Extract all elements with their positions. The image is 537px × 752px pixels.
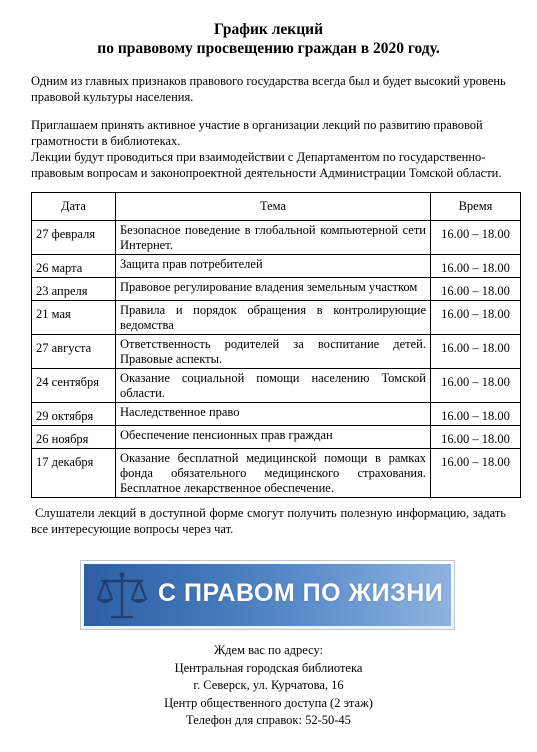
table-row: [32, 301, 521, 335]
table-row: [32, 403, 521, 426]
address-line: Центр общественного доступа (2 этаж): [164, 695, 373, 710]
lecture-schedule-table: [31, 192, 521, 498]
closing-paragraph: Слушатели лекций в доступной форме смогут получить полезную информацию, задать все интересующие вопросы через чат.: [31, 506, 506, 536]
intro-paragraph-2: Приглашаем принять активное участие в организации лекций по развитию правовой грамотности в библиотеках.: [31, 118, 483, 148]
row-date: 23 апреля: [32, 278, 116, 301]
row-time: 16.00 – 18.00: [431, 403, 521, 426]
row-topic: Безопасное поведение в глобальной компьютерной сети Интернет.: [116, 221, 431, 255]
table-header-row: [32, 193, 521, 221]
row-topic: Ответственность родителей за воспитание детей. Правовые аспекты.: [116, 335, 431, 369]
intro-paragraph-1: Одним из главных признаков правового государства всегда был и будет высокий уровень правовой культуры населения.: [31, 74, 506, 104]
row-date: 17 декабря: [32, 449, 116, 498]
header-date: Дата: [32, 193, 116, 221]
row-time: 16.00 – 18.00: [431, 449, 521, 498]
table-row: [32, 278, 521, 301]
table-row: [32, 449, 521, 498]
title-line-2: по правовому просвещению граждан в 2020 году.: [97, 40, 440, 57]
table-row: [32, 369, 521, 403]
row-date: 27 августа: [32, 335, 116, 369]
scales-of-justice-icon: [93, 569, 151, 623]
row-date: 21 мая: [32, 301, 116, 335]
row-topic: Оказание бесплатной медицинской помощи в рамках фонда обязательного медицинского страхования. Бесплатное лекарственное обеспечение.: [116, 449, 431, 498]
row-date: 26 ноября: [32, 426, 116, 449]
row-time: 16.00 – 18.00: [431, 255, 521, 278]
address-line: г. Северск, ул. Курчатова, 16: [193, 678, 344, 692]
row-time: 16.00 – 18.00: [431, 335, 521, 369]
row-topic: Правила и порядок обращения в контролирующие ведомства: [116, 301, 431, 335]
row-time: 16.00 – 18.00: [431, 301, 521, 335]
address-line: Центральная городская библиотека: [174, 660, 363, 675]
intro-paragraph-3: Лекции будут проводиться при взаимодействии с Департаментом по государственно-правовым вопросам и законопроектной деятельности Администрации Томской области.: [31, 150, 502, 180]
row-time: 16.00 – 18.00: [431, 369, 521, 403]
table-row: [32, 221, 521, 255]
table-row: [32, 255, 521, 278]
row-topic: Наследственное право: [116, 403, 431, 426]
row-time: 16.00 – 18.00: [431, 426, 521, 449]
title-line-1: График лекций: [213, 21, 323, 38]
address-line: Ждем вас по адресу:: [213, 643, 324, 657]
table-row: [32, 335, 521, 369]
header-time: Время: [431, 193, 521, 221]
page-title: [0, 20, 537, 58]
row-time: 16.00 – 18.00: [431, 221, 521, 255]
row-date: 27 февраля: [32, 221, 116, 255]
table-row: [32, 426, 521, 449]
banner-text: С ПРАВОМ ПО ЖИЗНИ: [158, 579, 444, 607]
banner-logo: [80, 560, 455, 630]
row-date: 24 сентября: [32, 369, 116, 403]
row-topic: Защита прав потребителей: [116, 255, 431, 278]
row-date: 29 октября: [32, 403, 116, 426]
row-time: 16.00 – 18.00: [431, 278, 521, 301]
address-block: [0, 642, 537, 730]
row-topic: Обеспечение пенсионных прав граждан: [116, 426, 431, 449]
address-line: Телефон для справок: 52-50-45: [186, 713, 351, 727]
row-topic: Правовое регулирование владения земельным участком: [116, 278, 431, 301]
row-topic: Оказание социальной помощи населению Томской области.: [116, 369, 431, 403]
header-topic: Тема: [116, 193, 431, 221]
row-date: 26 марта: [32, 255, 116, 278]
